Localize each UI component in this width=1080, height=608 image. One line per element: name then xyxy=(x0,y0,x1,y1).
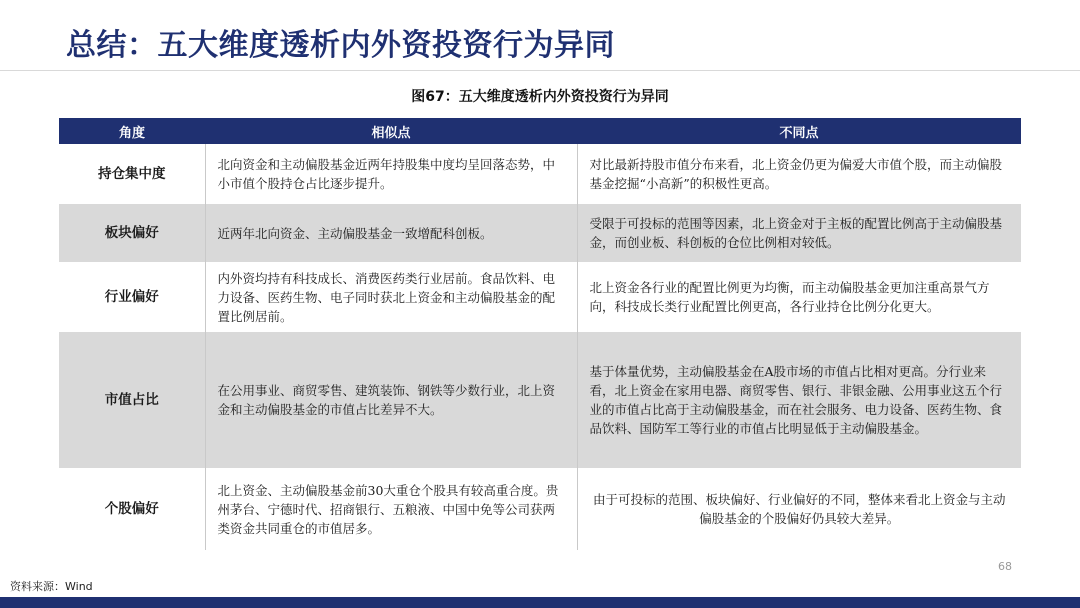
title-divider xyxy=(0,70,1080,71)
table-row xyxy=(59,204,1021,262)
similar-cell: 北上资金、主动偏股基金前30大重仓个股具有较高重合度。贵州茅台、宁德时代、招商银行、五粮液、中国中免等公司获两类资金共同重仓的市值居多。 xyxy=(205,468,577,550)
page-number: 68 xyxy=(998,560,1012,573)
angle-cell: 持仓集中度 xyxy=(59,144,205,204)
header-angle: 角度 xyxy=(59,118,205,144)
header-similar: 相似点 xyxy=(205,118,577,144)
different-cell: 受限于可投标的范围等因素，北上资金对于主板的配置比例高于主动偏股基金，而创业板、科创板的仓位比例相对较低。 xyxy=(577,204,1021,262)
table-row xyxy=(59,332,1021,468)
similar-cell: 北向资金和主动偏股基金近两年持股集中度均呈回落态势，中小市值个股持仓占比逐步提升。 xyxy=(205,144,577,204)
figure-caption: 图67：五大维度透析内外资投资行为异同 xyxy=(411,89,669,105)
different-cell: 对比最新持股市值分布来看，北上资金仍更为偏爱大市值个股，而主动偏股基金挖掘“小高新”的积极性更高。 xyxy=(577,144,1021,204)
similar-cell: 内外资均持有科技成长、消费医药类行业居前。食品饮料、电力设备、医药生物、电子同时获北上资金和主动偏股基金的配置比例居前。 xyxy=(205,262,577,332)
different-cell: 基于体量优势，主动偏股基金在A股市场的市值占比相对更高。分行业来看，北上资金在家用电器、商贸零售、银行、非银金融、公用事业这五个行业的市值占比高于主动偏股基金，而在社会服务、电力设备、医药生物、食品饮料、国防军工等行业的市值占比明显低于主动偏股基金。 xyxy=(577,332,1021,468)
angle-cell: 行业偏好 xyxy=(59,262,205,332)
source-note: 资料来源：Wind xyxy=(10,580,93,593)
table-row xyxy=(59,144,1021,204)
comparison-table xyxy=(59,118,1021,550)
table-row xyxy=(59,262,1021,332)
similar-cell: 近两年北向资金、主动偏股基金一致增配科创板。 xyxy=(205,204,577,262)
angle-cell: 市值占比 xyxy=(59,332,205,468)
angle-cell: 个股偏好 xyxy=(59,468,205,550)
angle-cell: 板块偏好 xyxy=(59,204,205,262)
table-header-row xyxy=(59,118,1021,144)
header-different: 不同点 xyxy=(577,118,1021,144)
similar-cell: 在公用事业、商贸零售、建筑装饰、钢铁等少数行业，北上资金和主动偏股基金的市值占比差异不大。 xyxy=(205,332,577,468)
different-cell: 北上资金各行业的配置比例更为均衡，而主动偏股基金更加注重高景气方向，科技成长类行业配置比例更高，各行业持仓比例分化更大。 xyxy=(577,262,1021,332)
footer-bar xyxy=(0,597,1080,608)
page-title: 总结：五大维度透析内外资投资行为异同 xyxy=(66,28,615,63)
table-row xyxy=(59,468,1021,550)
different-cell: 由于可投标的范围、板块偏好、行业偏好的不同，整体来看北上资金与主动偏股基金的个股偏好仍具较大差异。 xyxy=(577,468,1021,550)
